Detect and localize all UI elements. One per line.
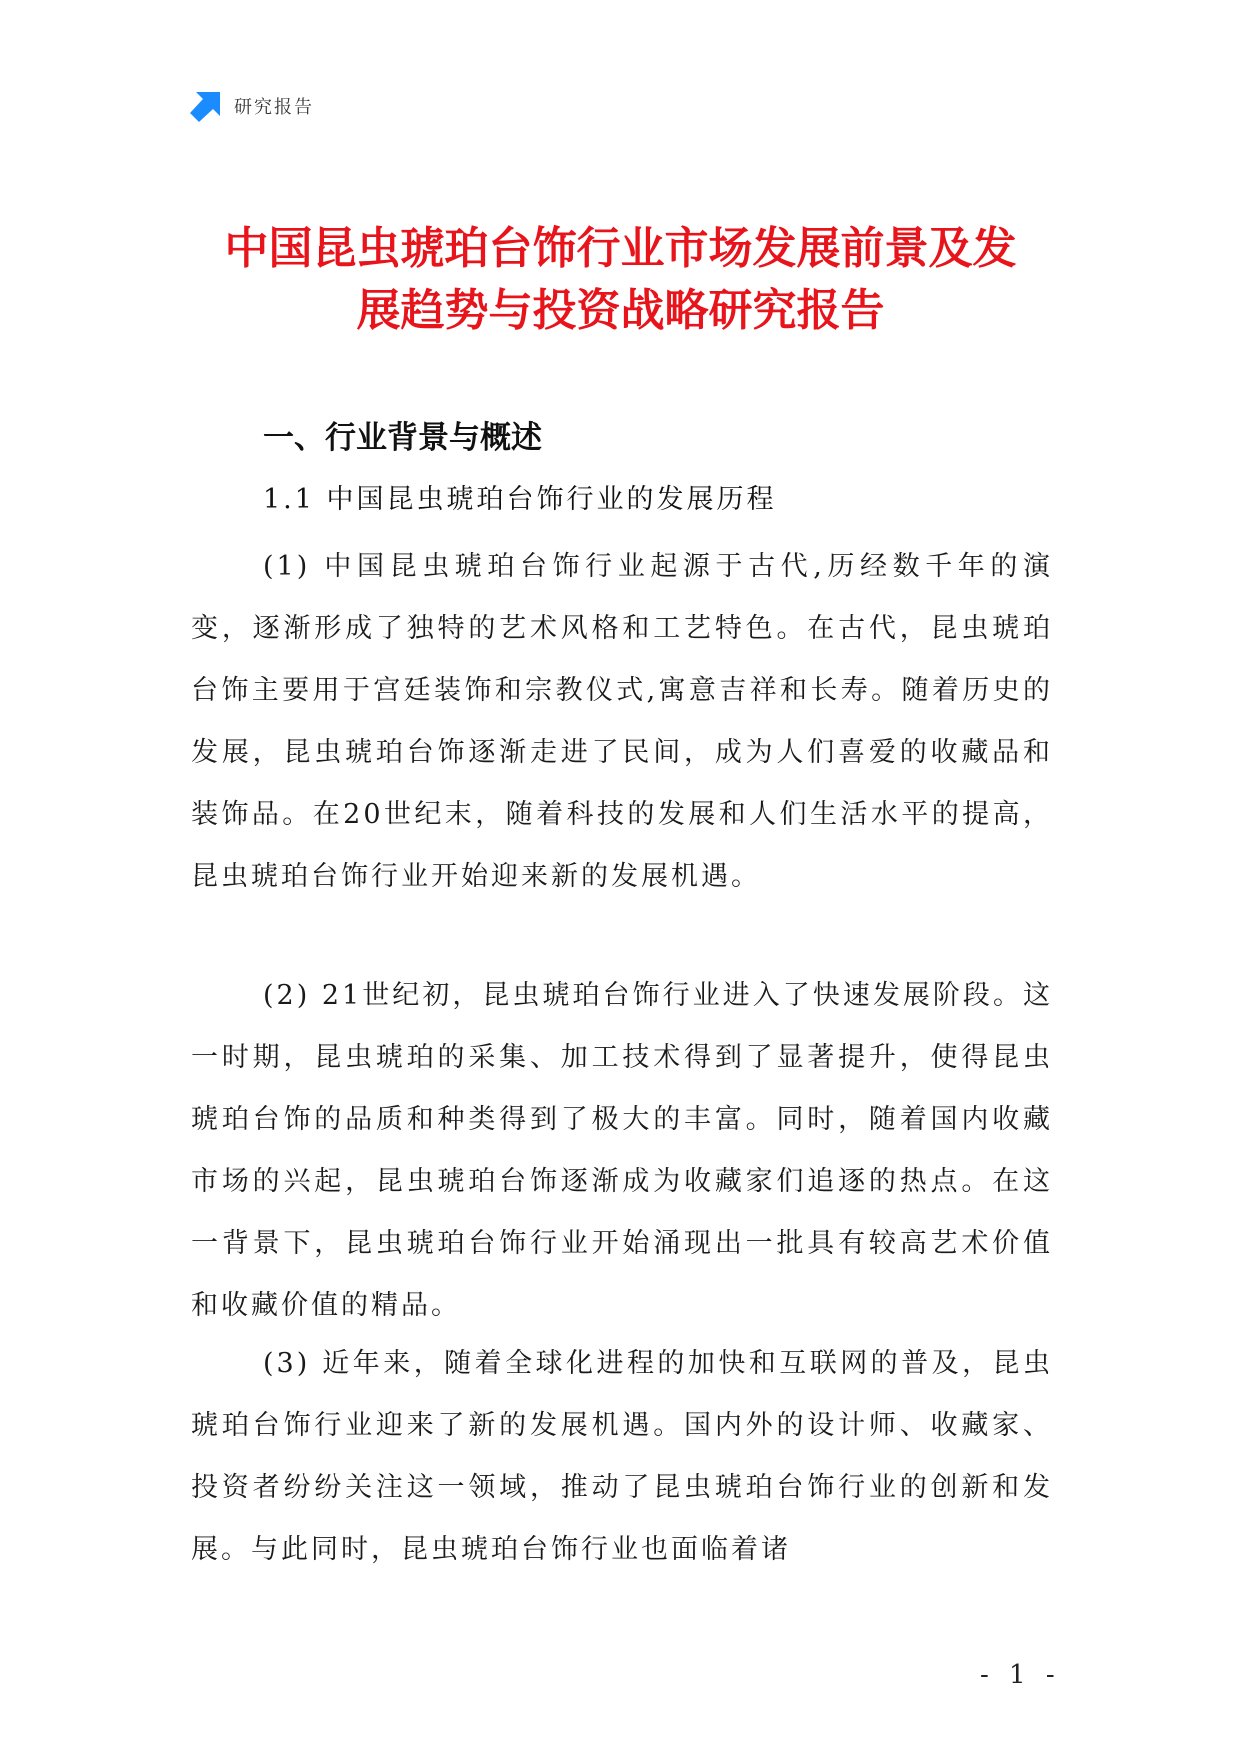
page-header bbox=[190, 88, 314, 124]
paragraph-1: (1) 中国昆虫琥珀台饰行业起源于古代,历经数千年的演变，逐渐形成了独特的艺术风格和工艺特色。在古代，昆虫琥珀台饰主要用于宫廷装饰和宗教仪式,寓意吉祥和长寿。随着历史的发展，昆虫琥珀台饰逐渐走进了民间，成为人们喜爱的收藏品和装饰品。在20世纪末，随着科技的发展和人们生活水平的提高，昆虫琥珀台饰行业开始迎来新的发展机遇。 bbox=[191, 551, 1053, 892]
section-heading: 一、行业背景与概述 bbox=[263, 420, 542, 456]
paragraph-3: (3) 近年来，随着全球化进程的加快和互联网的普及，昆虫琥珀台饰行业迎来了新的发展机遇。国内外的设计师、收藏家、投资者纷纷关注这一领域，推动了昆虫琥珀台饰行业的创新和发展。与此同时，昆虫琥珀台饰行业也面临着诸 bbox=[191, 1348, 1053, 1565]
paragraph-2: (2) 21世纪初，昆虫琥珀台饰行业进入了快速发展阶段。这一时期，昆虫琥珀的采集、加工技术得到了显著提升，使得昆虫琥珀台饰的品质和种类得到了极大的丰富。同时，随着国内收藏市场的兴起，昆虫琥珀台饰逐渐成为收藏家们追逐的热点。在这一背景下，昆虫琥珀台饰行业开始涌现出一批具有较高艺术价值和收藏价值的精品。 bbox=[191, 980, 1053, 1321]
sub-heading: 1.1 中国昆虫琥珀台饰行业的发展历程 bbox=[263, 484, 777, 515]
report-title-line-1: 中国昆虫琥珀台饰行业市场发展前景及发 bbox=[224, 223, 1017, 274]
report-title bbox=[150, 218, 1091, 342]
page-number: - 1 - bbox=[980, 1660, 1061, 1690]
header-label: 研究报告 bbox=[234, 97, 314, 118]
report-title-line-2: 展趋势与投资战略研究报告 bbox=[356, 285, 885, 336]
arrow-up-right-icon bbox=[190, 90, 222, 122]
